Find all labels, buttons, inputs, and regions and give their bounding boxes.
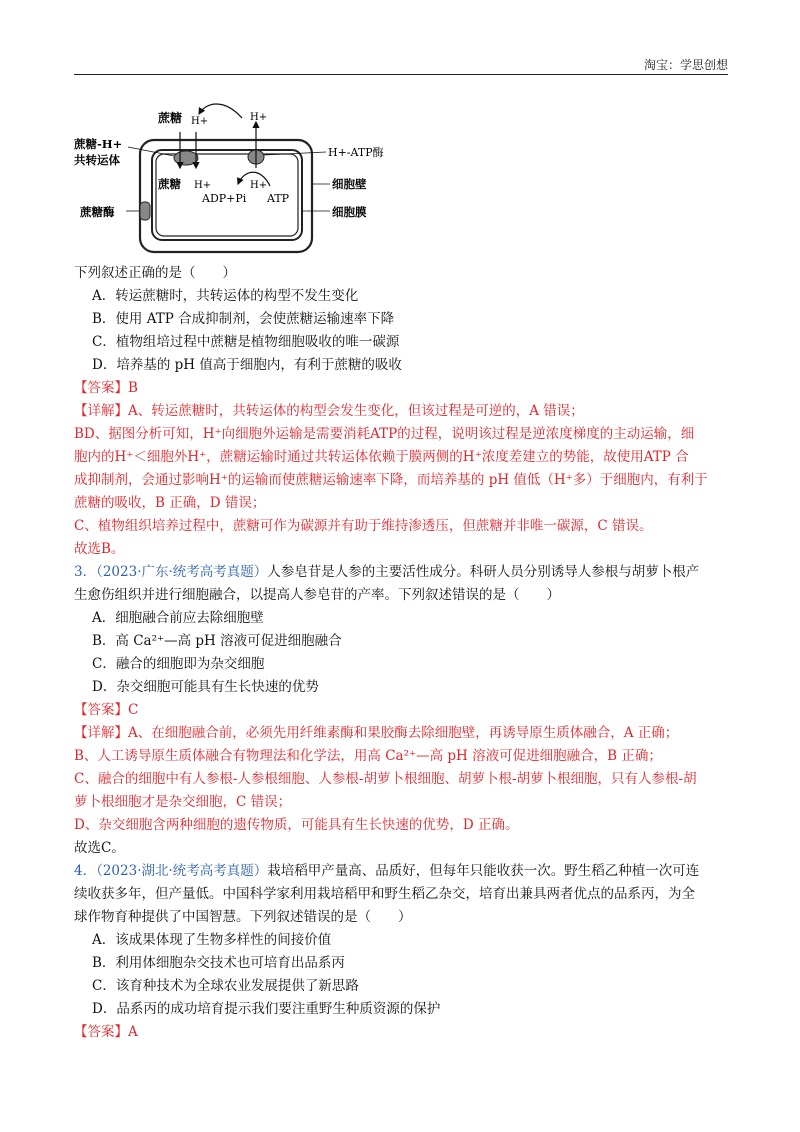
header-text: 淘宝：学思创想 (643, 58, 728, 72)
q3-number: 3． (74, 564, 97, 580)
label-atp: ATP (267, 192, 290, 205)
document-body (74, 262, 728, 1044)
label-adp: ADP+Pi (202, 192, 247, 205)
label-atpase: H+-ATP酶 (328, 146, 384, 159)
q2-detail-7: 故选B。 (74, 541, 125, 557)
q4-option-d: D．品系丙的成功培育提示我们要注重野生种质资源的保护 (92, 1001, 441, 1017)
cotransporter-shape (174, 151, 198, 165)
q2-option-b: B．使用 ATP 合成抑制剂，会使蔗糖运输速率下降 (92, 311, 395, 327)
q2-detail-6: C、植物组织培养过程中，蔗糖可作为碳源并有助于维持渗透压，但蔗糖并非唯一碳源，C 错误。 (74, 518, 653, 534)
cell-diagram (74, 100, 434, 260)
q4-stem-line-1 (74, 860, 728, 883)
q3-detail-1: 【详解】A、在细胞融合前，必须先用纤维素酶和果胶酶去除细胞壁，再诱导原生质体融合，A 正确； (74, 725, 679, 741)
q3-detail-5: D、杂交细胞含两种细胞的遗传物质，可能具有生长快速的优势，D 正确。 (74, 817, 519, 833)
q2-detail-5: 蔗糖的吸收，B 正确，D 错误； (74, 495, 266, 511)
q2-option-c: C．植物组培过程中蔗糖是植物细胞吸收的唯一碳源 (92, 334, 400, 350)
q2-option-d: D．培养基的 pH 值高于细胞内，有利于蔗糖的吸收 (92, 357, 402, 373)
label-h-in-left: H+ (194, 180, 212, 191)
label-cotransporter-2: 共转运体 (74, 153, 120, 167)
q3-stem-2c: 的是（ ） (479, 587, 560, 603)
sucrase-shape (140, 202, 150, 220)
q4-answer: 【答案】A (74, 1024, 138, 1040)
q4-option-b: B．利用体细胞杂交技术也可培育出品系丙 (92, 955, 345, 971)
q3-source: （2023·广东·统考高考真题） (96, 564, 268, 580)
label-h-top-left: H+ (191, 116, 209, 127)
label-sucrase: 蔗糖酶 (80, 205, 115, 219)
label-cotransporter: 蔗糖-H+ (74, 137, 123, 151)
q3-conclusion: 故选C。 (74, 840, 125, 856)
q4-stem-line-2: 续收获多年，但产量低。中国科学家利用栽培稻甲和野生稻乙杂交，培育出兼具两者优点的品系丙，为全 (74, 886, 695, 902)
q2-detail-4: 成抑制剂，会通过影响H⁺的运输而使蔗糖运输速率下降，而培养基的 pH 值低（H⁺多）于细胞内，有利于 (74, 472, 708, 488)
page-header (74, 56, 728, 75)
q2-answer: 【答案】B (74, 380, 138, 396)
q2-option-a: A．转运蔗糖时，共转运体的构型不发生变化 (92, 288, 359, 304)
q3-answer: 【答案】C (74, 702, 139, 718)
q3-detail-4: 萝卜根细胞才是杂交细胞，C 错误； (74, 794, 292, 810)
pointer-cotransporter (128, 147, 174, 156)
q3-stem-line-2 (74, 584, 728, 607)
label-cell-membrane: 细胞膜 (332, 205, 367, 219)
q4-number: 4． (74, 863, 97, 879)
label-h-top-right: H+ (250, 112, 268, 123)
q3-option-d: D．杂交细胞可能具有生长快速的优势 (92, 679, 319, 695)
q3-emphasis: 错误 (452, 587, 479, 603)
label-cell-wall: 细胞壁 (332, 177, 367, 191)
q3-stem-2a: 生愈伤组织并进行细胞融合，以提高人参皂苷的产率。下列叙述 (74, 587, 452, 603)
q4-source: （2023·湖北·统考高考真题） (96, 863, 268, 879)
q4-stem-line-3: 球作物育种提供了中国智慧。下列叙述错误的是（ ） (74, 909, 412, 925)
q3-option-a: A．细胞融合前应去除细胞壁 (92, 610, 264, 626)
q2-stem: 下列叙述正确的是（ ） (74, 265, 236, 281)
q4-option-c: C．该育种技术为全球农业发展提供了新思路 (92, 978, 359, 994)
label-sucrose-in: 蔗糖 (158, 177, 181, 191)
q3-stem-1: 人参皂苷是人参的主要活性成分。科研人员分别诱导人参根与胡萝卜根产 (267, 564, 700, 580)
q3-stem-line-1 (74, 561, 728, 584)
label-h-in-right: H+ (250, 180, 268, 191)
q2-detail-3: 胞内的H⁺＜细胞外H⁺，蔗糖运输时通过共转运体依赖于膜两侧的H⁺浓度差建立的势能，故使用ATP 合 (74, 449, 689, 465)
q3-detail-3: C、融合的细胞中有人参根-人参根细胞、人参根-胡萝卜根细胞、胡萝卜根-胡萝卜根细胞，只有人参根-胡 (74, 771, 697, 787)
q2-detail-1: 【详解】A、转运蔗糖时，共转运体的构型会发生变化，但该过程是可逆的，A 错误； (74, 403, 584, 419)
label-sucrose-top: 蔗糖 (158, 111, 183, 125)
cell-diagram-svg (74, 100, 434, 260)
q3-detail-2: B、人工诱导原生质体融合有物理法和化学法，用高 Ca²⁺—高 pH 溶液可促进细胞融合，B 正确； (74, 748, 662, 764)
q3-option-b: B．高 Ca²⁺—高 pH 溶液可促进细胞融合 (92, 633, 342, 649)
q3-option-c: C．融合的细胞即为杂交细胞 (92, 656, 265, 672)
q4-option-a: A．该成果体现了生物多样性的间接价值 (92, 932, 332, 948)
q2-detail-2: BD、据图分析可知，H⁺向细胞外运输是需要消耗ATP的过程，说明该过程是逆浓度梯度的主动运输，细 (74, 426, 695, 442)
q4-stem-1: 栽培稻甲产量高、品质好，但每年只能收获一次。野生稻乙种植一次可连 (267, 863, 700, 879)
